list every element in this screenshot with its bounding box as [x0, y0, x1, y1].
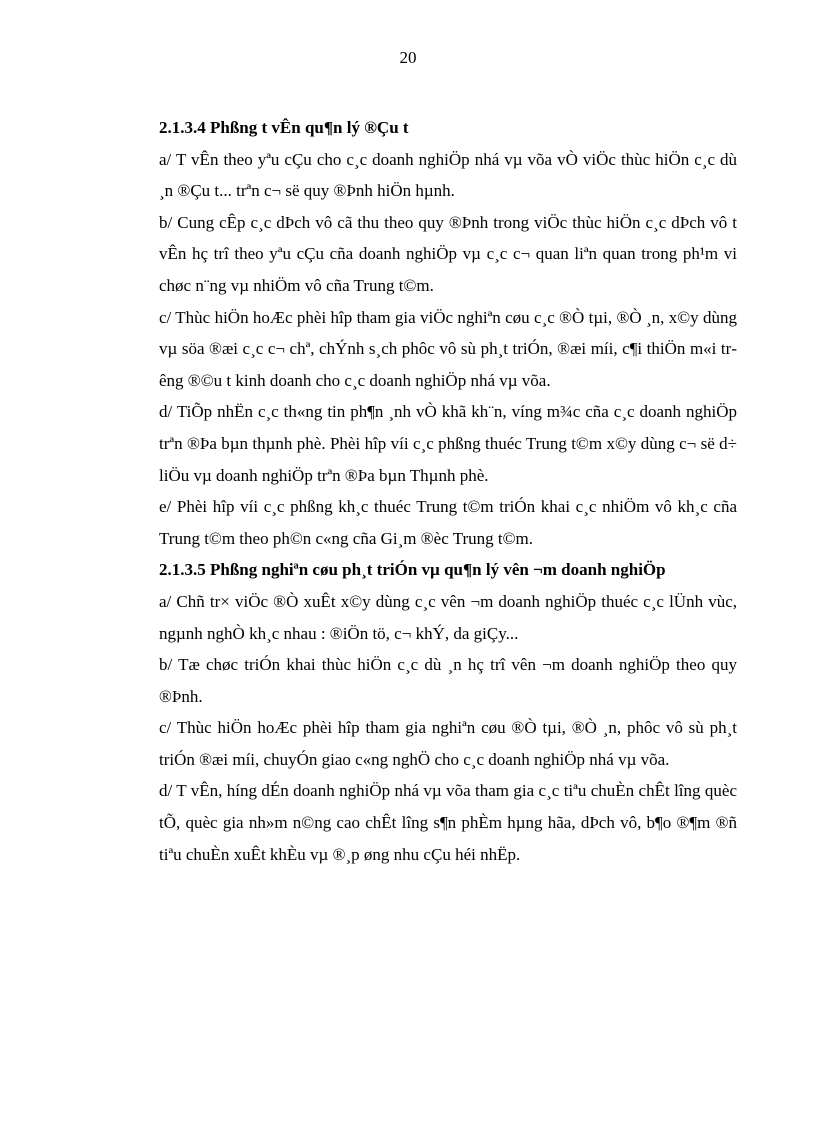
- paragraph: b/ Cung cÊp c¸c dÞch vô cã thu theo quy ®Þnh trong viÖc thùc hiÖn c¸c dÞch vô t vÊn hç trî theo yªu cÇu cña doanh nghiÖp vµ c¸c c¬ quan liªn quan trong ph¹m vi chøc n¨ng vµ nhiÖm vô cña Trung t©m.: [159, 212, 737, 295]
- paragraph: c/ Thùc hiÖn hoÆc phèi hîp tham gia viÖc nghiªn cøu c¸c ®Ò tµi, ®Ò ¸n, x©y dùng vµ söa ®æi c¸c c¬ chª, chÝnh s¸ch phôc vô sù ph¸t triÓn, ®æi míi, c¶i thiÖn m«i trêng ®©u t kinh doanh cho c¸c doanh nghiÖp nhá vµ võa.: [159, 307, 737, 390]
- paragraph: b/ Tæ chøc triÓn khai thùc hiÖn c¸c dù ¸n hç trî vên ¬m doanh nghiÖp theo quy ®Þnh.: [159, 655, 737, 706]
- paragraph: e/ Phèi hîp víi c¸c phßng kh¸c thuéc Trung t©m triÓn khai c¸c nhiÖm vô kh¸c cña Trung t©m theo ph©n c«ng cña Gi¸m ®èc Trung t©m.: [159, 497, 737, 548]
- page-number: 20: [399, 48, 417, 67]
- paragraph: a/ T vÊn theo yªu cÇu cho c¸c doanh nghiÖp nhá vµ võa vÒ viÖc thùc hiÖn c¸c dù ¸n ®Çu t... trªn c¬ së quy ®Þnh hiÖn hµnh.: [159, 149, 737, 201]
- paragraph: c/ Thùc hiÖn hoÆc phèi hîp tham gia nghiªn cøu ®Ò tµi, ®Ò ¸n, phôc vô sù ph¸t triÓn ®æi míi, chuyÓn giao c«ng nghÖ cho c¸c doanh nghiÖp nhá vµ võa.: [159, 718, 737, 769]
- document-body: [159, 112, 737, 870]
- section-heading: 2.1.3.4 Phßng t vÊn qu¶n lý ®Çu t: [159, 118, 409, 137]
- paragraph: d/ T vÊn, híng dÉn doanh nghiÖp nhá vµ võa tham gia c¸c tiªu chuÈn chÊt lîng quèc tÕ, quèc gia nh»m n©ng cao chÊt lîng s¶n phÈm hµng hãa, dÞch vô, b¶o ®¶m ®ñ tiªu chuÈn xuÊt khÈu vµ ®¸p øng nhu cÇu héi nhËp.: [159, 781, 737, 864]
- paragraph: a/ Chñ tr× viÖc ®Ò xuÊt x©y dùng c¸c vên ¬m doanh nghiÖp thuéc c¸c lÜnh vùc, ngµnh nghÒ kh¸c nhau : ®iÖn tö, c¬ khÝ, da giÇy...: [159, 591, 737, 643]
- section-heading: 2.1.3.5 Phßng nghiªn cøu ph¸t triÓn vµ qu¶n lý vên ¬m doanh nghiÖp: [159, 560, 666, 580]
- paragraph: d/ TiÕp nhËn c¸c th«ng tin ph¶n ¸nh vÒ khã kh¨n, víng m¾c cña c¸c doanh nghiÖp trªn ®Þa bµn thµnh phè. Phèi hîp víi c¸c phßng thuéc Trung t©m x©y dùng c¬ së d÷ liÖu vµ doanh nghiÖp trªn ®Þa bµn Thµnh phè.: [159, 402, 737, 485]
